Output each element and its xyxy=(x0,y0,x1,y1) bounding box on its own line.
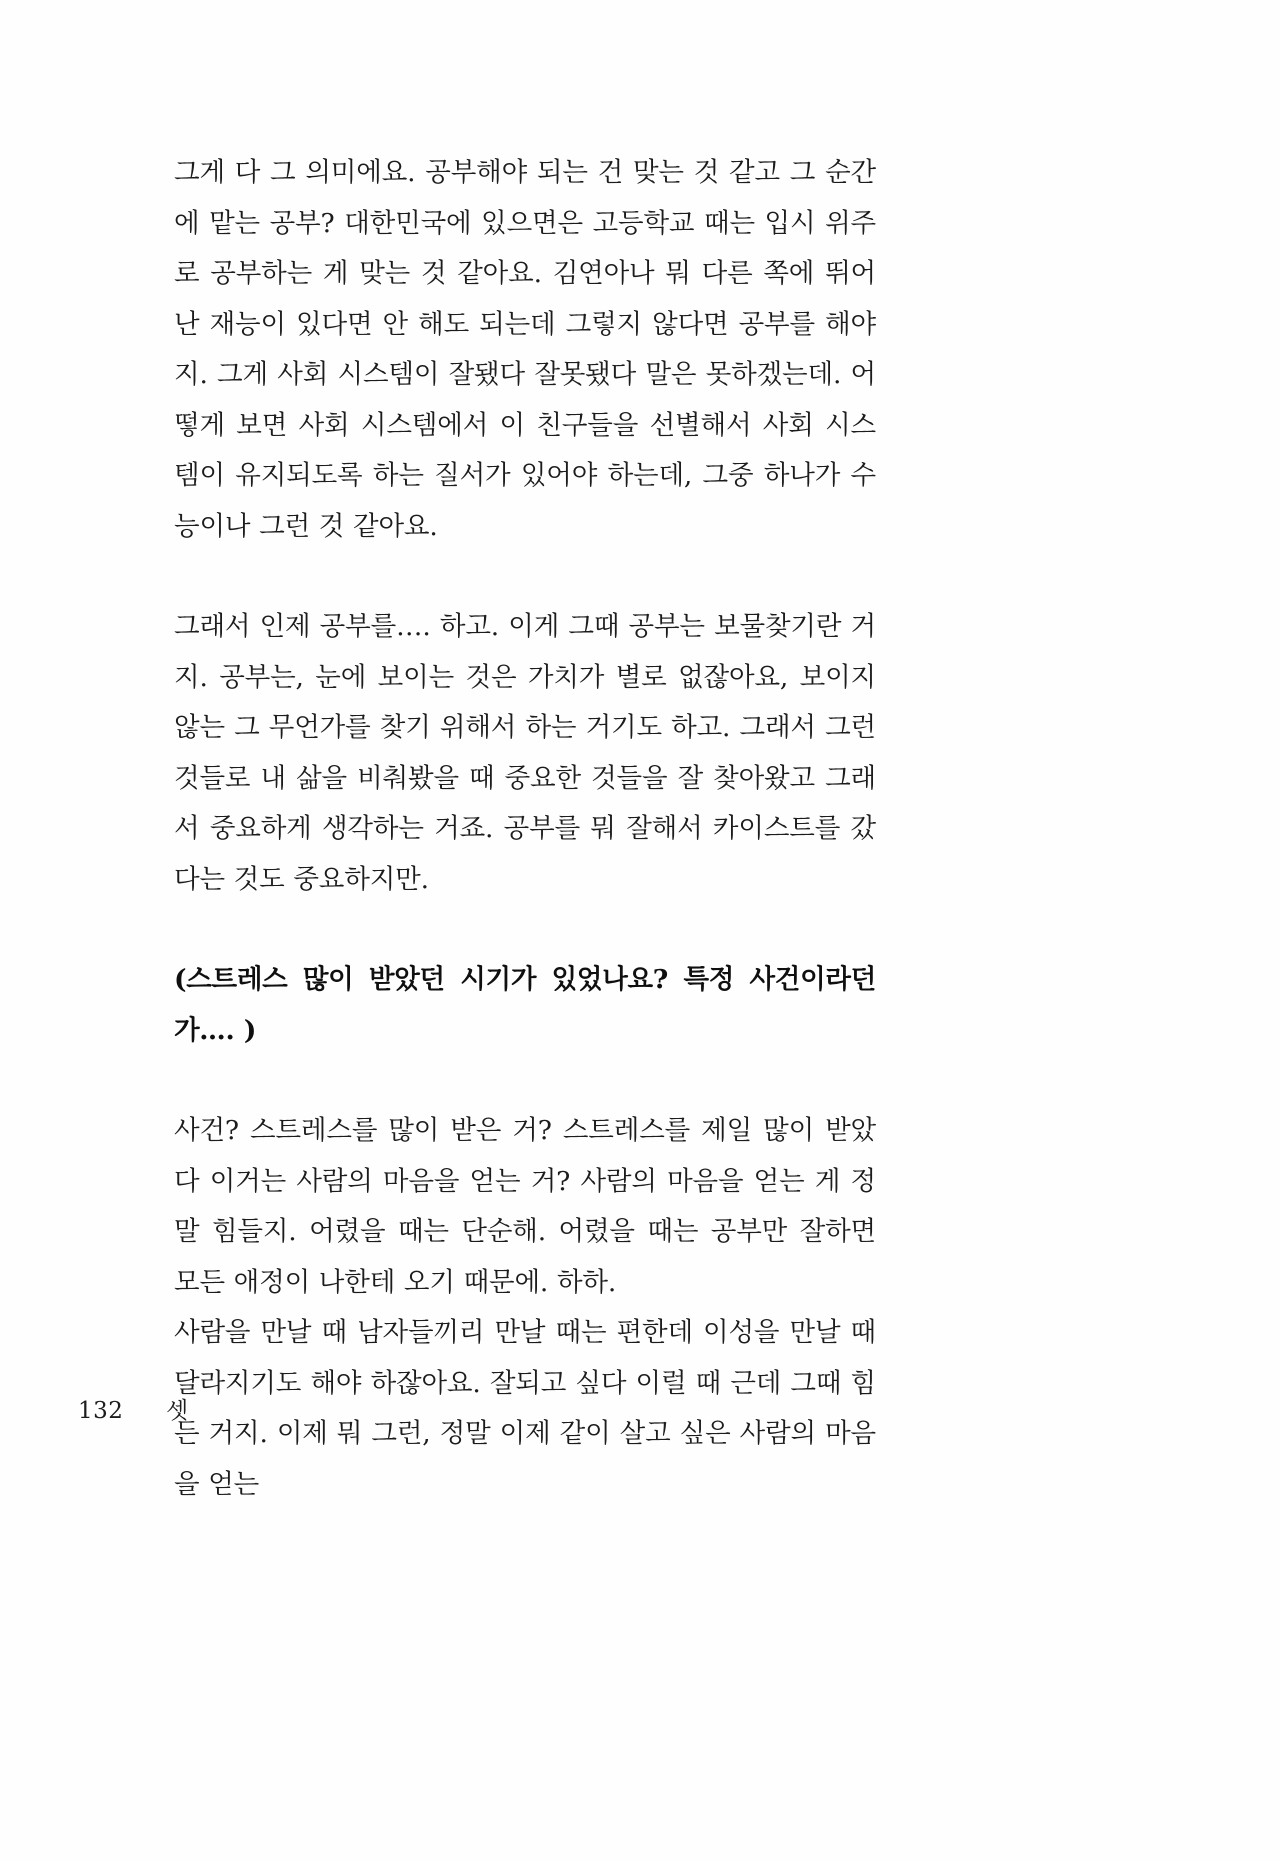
chapter-label: 셋 xyxy=(166,1398,189,1424)
body-paragraph-3: 사건? 스트레스를 많이 받은 거? 스트레스를 제일 많이 받았다 이거는 사람의 마음을 얻는 거? 사람의 마음을 얻는 게 정말 힘들지. 어렸을 때는 단순해. 어렸을 때는 공부만 잘하면 모든 애정이 나한테 오기 때문에. 하하. xyxy=(174,1115,876,1298)
page-number: 132 xyxy=(78,1398,124,1424)
body-paragraph-2: 그래서 인제 공부를…. 하고. 이게 그때 공부는 보물찾기란 거지. 공부는, 눈에 보이는 것은 가치가 별로 없잖아요, 보이지 않는 그 무언가를 찾기 위해서 하는 거기도 하고. 그래서 그런 것들로 내 삶을 비춰봤을 때 중요한 것들을 잘 찾아왔고 그래서 중요하게 생각하는 거죠. 공부를 뭐 잘해서 카이스트를 갔다는 것도 중요하지만. xyxy=(174,611,876,895)
page-text-column xyxy=(174,148,876,1510)
page-footer xyxy=(78,1392,978,1425)
body-paragraph-4: 사람을 만날 때 남자들끼리 만날 때는 편한데 이성을 만날 때 달라지기도 해야 하잖아요. 잘되고 싶다 이럴 때 근데 그때 힘든 거지. 이제 뭐 그런, 정말 이제 같이 살고 싶은 사람의 마음을 얻는 xyxy=(174,1317,876,1500)
body-paragraph-1: 그게 다 그 의미에요. 공부해야 되는 건 맞는 것 같고 그 순간에 맡는 공부? 대한민국에 있으면은 고등학교 때는 입시 위주로 공부하는 게 맞는 것 같아요. 김연아나 뭐 다른 쪽에 뛰어난 재능이 있다면 안 해도 되는데 그렇지 않다면 공부를 해야지. 그게 사회 시스템이 잘됐다 잘못됐다 말은 못하겠는데. 어떻게 보면 사회 시스템에서 이 친구들을 선별해서 사회 시스템이 유지되도록 하는 질서가 있어야 하는데, 그중 하나가 수능이나 그런 것 같아요. xyxy=(174,157,876,542)
interviewer-question: (스트레스 많이 받았던 시기가 있었나요? 특정 사건이라던가…. ) xyxy=(174,964,876,1046)
